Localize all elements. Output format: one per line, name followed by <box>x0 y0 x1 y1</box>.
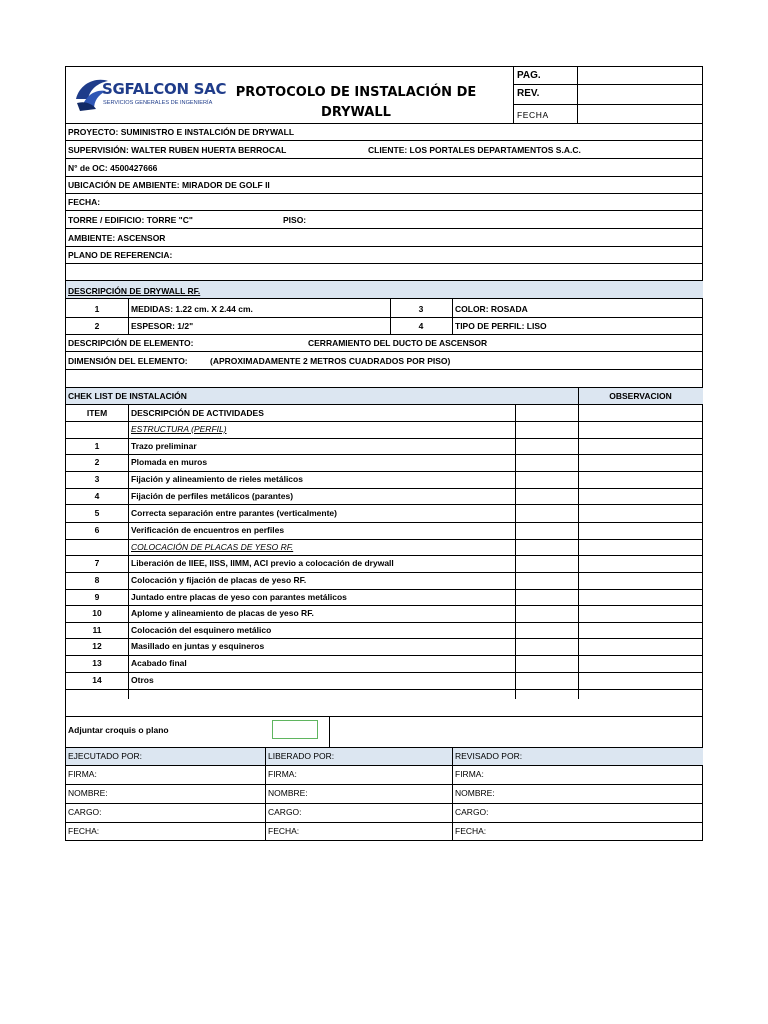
descripcion-header: DESCRIPCIÓN DE ACTIVIDADES <box>131 408 264 418</box>
color-text: COLOR: ROSADA <box>455 304 528 314</box>
observacion-cell[interactable] <box>579 539 703 555</box>
ejecutado-fecha-field[interactable]: FECHA: <box>68 826 100 836</box>
liberado-fecha-field[interactable]: FECHA: <box>268 826 300 836</box>
checklist-activity: Colocación del esquinero metálico <box>131 624 272 635</box>
observacion-cell[interactable] <box>579 471 703 488</box>
checklist-item-number: 5 <box>94 507 100 518</box>
revisado-firma-field[interactable]: FIRMA: <box>455 769 484 779</box>
elemento-value: CERRAMIENTO DEL DUCTO DE ASCENSOR <box>308 338 488 348</box>
checklist-title: CHEK LIST DE INSTALACIÓN <box>68 391 187 401</box>
checklist-item-number: 9 <box>94 591 100 602</box>
liberado-nombre-field[interactable]: NOMBRE: <box>268 788 308 798</box>
checklist-activity: Correcta separación entre parantes (verticalmente) <box>131 507 337 518</box>
checklist-section-title: ESTRUCTURA (PERFIL) <box>131 424 227 434</box>
checklist-activity: Otros <box>131 675 154 685</box>
observacion-cell[interactable] <box>579 638 703 655</box>
checklist-activity: Verificación de encuentros en perfiles <box>131 525 285 535</box>
checklist-item-number: 7 <box>94 558 100 568</box>
supervision-text: SUPERVISIÓN: WALTER RUBEN HUERTA BERROCAL <box>68 145 287 155</box>
title-line2: DRYWALL <box>321 105 391 120</box>
checklist-activity: Fijación de perfiles metálicos (parantes) <box>131 490 294 501</box>
observacion-cell[interactable] <box>579 555 703 572</box>
pag-label: PAG. <box>517 70 541 81</box>
drywall-n4: 4 <box>418 321 424 331</box>
cliente-text: CLIENTE: LOS PORTALES DEPARTAMENTOS S.A.C. <box>368 145 581 155</box>
revisado-fecha-field[interactable]: FECHA: <box>455 826 487 836</box>
checklist-activity: Acabado final <box>131 658 187 668</box>
checklist-activity: Fijación y alineamiento de rieles metálicos <box>131 474 303 484</box>
checklist-item-number: 13 <box>92 658 102 668</box>
observacion-cell[interactable] <box>579 522 703 539</box>
elemento-label: DESCRIPCIÓN DE ELEMENTO: <box>68 338 194 348</box>
proyecto-text: PROYECTO: SUMINISTRO E INSTALCIÓN DE DRYWALL <box>68 127 295 137</box>
logo-subtitle: SERVICIOS GENERALES DE INGENIERÍA <box>103 100 213 106</box>
item-header: ITEM <box>86 408 108 418</box>
checklist-item-number: 14 <box>92 675 102 685</box>
fecha-header-label: FECHA <box>517 110 549 120</box>
checklist-activity: Liberación de IIEE, IISS, IIMM, ACI previo a colocación de drywall <box>131 558 394 568</box>
observacion-cell[interactable] <box>579 572 703 589</box>
observacion-cell[interactable] <box>579 504 703 522</box>
checklist-item-number: 1 <box>94 440 100 451</box>
revisado-por-label: REVISADO POR: <box>455 751 523 761</box>
checklist-item-number: 10 <box>92 608 102 618</box>
rev-label: REV. <box>517 88 540 99</box>
checklist-item-number: 11 <box>92 624 102 635</box>
liberado-por-label: LIBERADO POR: <box>268 751 335 761</box>
observacion-cell[interactable] <box>579 438 703 454</box>
observacion-cell[interactable] <box>579 655 703 672</box>
dimension-label: DIMENSIÓN DEL ELEMENTO: <box>68 356 188 366</box>
checklist-activity: Juntado entre placas de yeso con parantes metálicos <box>131 591 347 602</box>
ejecutado-firma-field[interactable]: FIRMA: <box>68 769 97 779</box>
checklist-item-number: 6 <box>94 525 100 535</box>
observacion-cell[interactable] <box>579 421 703 438</box>
observacion-cell[interactable] <box>579 488 703 504</box>
checklist-item-number: 4 <box>94 490 100 501</box>
espesor-text: ESPESOR: 1/2" <box>131 321 194 331</box>
company-logo <box>74 73 227 115</box>
observacion-cell[interactable] <box>579 589 703 605</box>
checklist-item-number: 3 <box>94 474 100 484</box>
liberado-firma-field[interactable]: FIRMA: <box>268 769 297 779</box>
checklist-item-number: 8 <box>94 575 100 585</box>
revisado-nombre-field[interactable]: NOMBRE: <box>455 788 495 798</box>
observacion-cell[interactable] <box>579 605 703 622</box>
drywall-n3: 3 <box>418 304 424 314</box>
piso-text: PISO: <box>283 215 307 225</box>
ubicacion-text: UBICACIÓN DE AMBIENTE: MIRADOR DE GOLF II <box>68 180 270 190</box>
checklist-item-number: 12 <box>92 641 102 651</box>
ejecutado-cargo-field[interactable]: CARGO: <box>68 807 102 817</box>
observacion-header: OBSERVACION <box>609 391 672 401</box>
fecha-text: FECHA: <box>68 197 101 207</box>
ambiente-text: AMBIENTE: ASCENSOR <box>68 233 166 243</box>
tipo-perfil-text: TIPO DE PERFIL: LISO <box>455 321 547 331</box>
adjuntar-text: Adjuntar croquis o plano <box>68 725 169 735</box>
checklist-activity: Plomada en muros <box>131 457 208 467</box>
drywall-n2: 2 <box>94 321 100 331</box>
ejecutado-por-label: EJECUTADO POR: <box>68 751 142 761</box>
checklist-section-title: COLOCACIÓN DE PLACAS DE YESO RF. <box>131 541 294 552</box>
checklist-item-number: 2 <box>94 457 100 467</box>
attach-sketch-field[interactable] <box>272 720 318 739</box>
drywall-section-title: DESCRIPCIÓN DE DRYWALL RF. <box>68 286 201 296</box>
checklist-activity: Trazo preliminar <box>131 440 197 451</box>
logo-name: SGFALCON SAC <box>102 80 227 98</box>
dimension-value: (APROXIMADAMENTE 2 METROS CUADRADOS POR PISO) <box>210 356 451 366</box>
observacion-cell[interactable] <box>579 672 703 689</box>
revisado-cargo-field[interactable]: CARGO: <box>455 807 489 817</box>
checklist-activity: Masillado en juntas y esquineros <box>131 641 265 651</box>
plano-text: PLANO DE REFERENCIA: <box>68 250 173 260</box>
drywall-n1: 1 <box>94 304 100 314</box>
checklist-activity: Colocación y fijación de placas de yeso RF. <box>131 575 307 585</box>
observacion-cell[interactable] <box>579 454 703 471</box>
torre-text: TORRE / EDIFICIO: TORRE "C" <box>68 215 193 225</box>
liberado-cargo-field[interactable]: CARGO: <box>268 807 302 817</box>
ejecutado-nombre-field[interactable]: NOMBRE: <box>68 788 108 798</box>
observacion-cell[interactable] <box>579 622 703 638</box>
protocol-form <box>65 66 703 841</box>
checklist-activity: Aplome y alineamiento de placas de yeso RF. <box>131 608 314 618</box>
medidas-text: MEDIDAS: 1.22 cm. X 2.44 cm. <box>131 304 253 314</box>
title-line1: PROTOCOLO DE INSTALACIÓN DE <box>235 85 477 100</box>
oc-text: N° de OC: 4500427666 <box>68 163 158 173</box>
